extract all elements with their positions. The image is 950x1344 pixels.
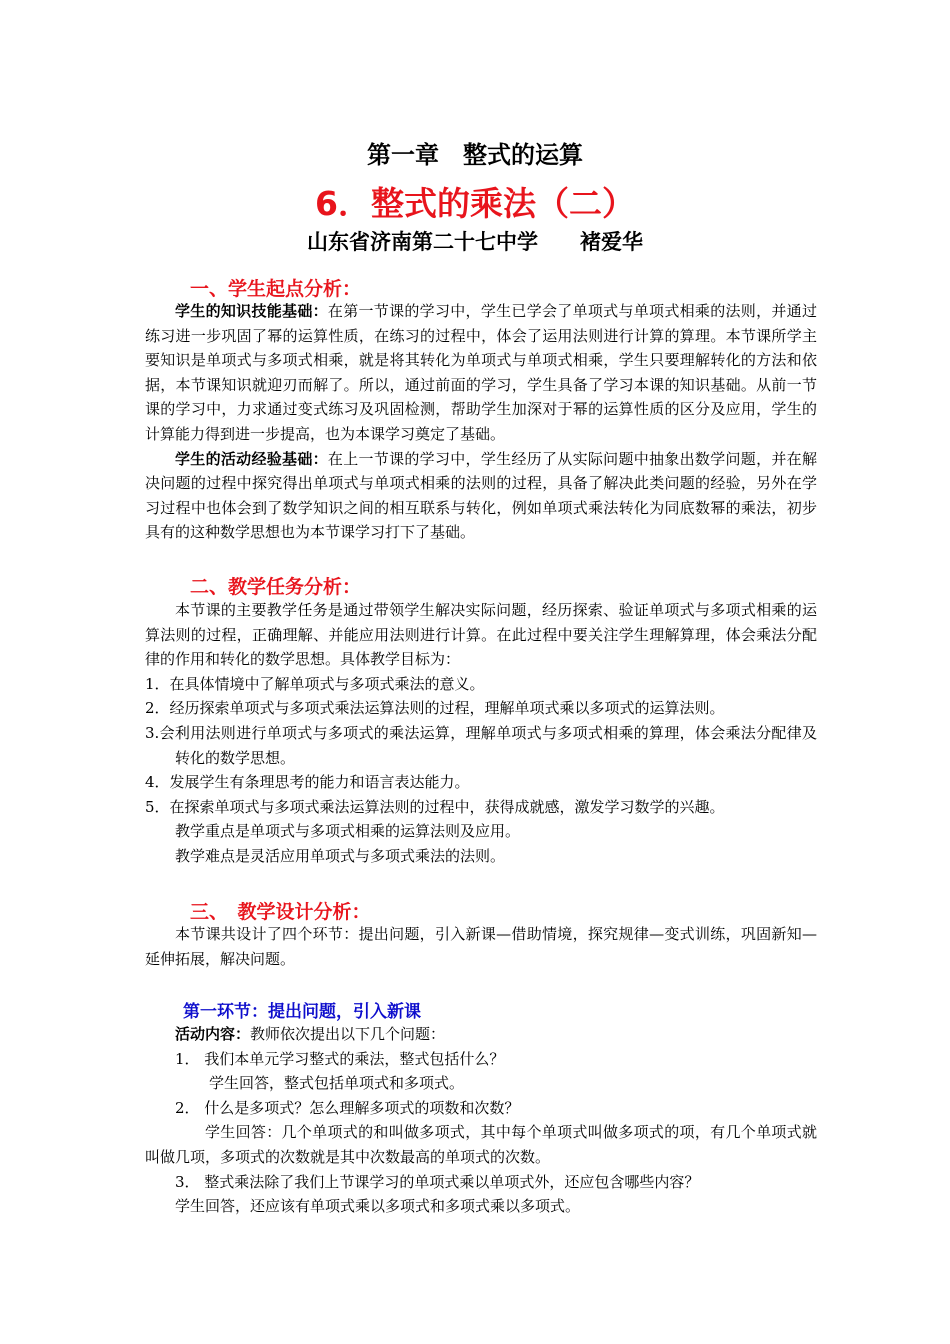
section-3-intro-block — [145, 922, 817, 971]
paragraph-text: 在第一节课的学习中，学生已学会了单项式与单项式相乘的法则，并通过练习进一步巩固了幂的运算性质，在练习的过程中，体会了运用法则进行计算的算理。本节课所学主要知识是单项式与多项式相乘，就是将其转化为单项式与单项式相乘，学生只要理解转化的方法和依据，本节课知识就迎刃而解了。所以，通过前面的学习，学生具备了学习本课的知识基础。从前一节课的学习中，力求通过变式练习及巩固检测，帮助学生加深对于幂的运算性质的区分及应用，学生的计算能力得到进一步提高，也为本课学习奠定了基础。 — [145, 302, 817, 443]
section-1-heading: 一、学生起点分析： — [190, 278, 362, 300]
section-1-body — [145, 299, 817, 545]
question-1: 1． 我们本单元学习整式的乘法，整式包括什么？ — [175, 1049, 505, 1068]
question-2: 2． 什么是多项式？怎么理解多项式的项数和次数？ — [175, 1098, 520, 1117]
goal-item: 1．在具体情境中了解单项式与多项式乘法的意义。 — [145, 674, 485, 693]
goal-item: 2．经历探索单项式与多项式乘法运算法则的过程，理解单项式乘以多项式的运算法则。 — [145, 699, 725, 718]
section-2-intro: 本节课的主要教学任务是通过带领学生解决实际问题，经历探索、验证单项式与多项式相乘的运算法则的过程，正确理解、并能应用法则进行计算。在此过程中要关注学生理解算理，体会乘法分配律的作用和转化的数学思想。具体教学目标为： — [145, 601, 817, 669]
answer-2: 学生回答：几个单项式的和叫做多项式，其中每个单项式叫做多项式的项，有几个单项式就叫做几项，多项式的次数就是其中次数最高的单项式的次数。 — [145, 1123, 817, 1166]
paragraph-lead: 学生的活动经验基础： — [175, 449, 328, 468]
section-3-intro: 本节课共设计了四个环节：提出问题，引入新课—借助情境，探究规律—变式训练，巩固新知—延伸拓展，解决问题。 — [145, 925, 817, 968]
activity-line — [145, 1022, 817, 1047]
paragraph-knowledge-base — [145, 299, 817, 447]
lesson-title: 6．整式的乘法（二） — [315, 184, 635, 223]
goal-item: 5．在探索单项式与多项式乘法运算法则的过程中，获得成就感，激发学习数学的兴趣。 — [145, 797, 725, 816]
activity-lead: 活动内容： — [175, 1025, 251, 1043]
paragraph-activity-base — [145, 447, 817, 545]
section-2-heading: 二、教学任务分析： — [190, 576, 362, 598]
difficulty-point: 教学难点是灵活应用单项式与多项式乘法的法则。 — [175, 846, 506, 865]
goal-item: 4．发展学生有条理思考的能力和语言表达能力。 — [145, 773, 470, 792]
section-3-heading: 三、 教学设计分析： — [190, 901, 371, 923]
author-line: 山东省济南第二十七中学 褚爱华 — [307, 230, 643, 254]
step-1-heading: 第一环节：提出问题，引入新课 — [183, 1002, 421, 1022]
key-point: 教学重点是单项式与多项式相乘的运算法则及应用。 — [175, 822, 521, 841]
step-1-body — [145, 1022, 817, 1219]
activity-text: 教师依次提出以下几个问题： — [250, 1025, 446, 1043]
question-3: 3． 整式乘法除了我们上节课学习的单项式乘以单项式外，还应包含哪些内容？ — [175, 1172, 700, 1191]
chapter-title: 第一章 整式的运算 — [367, 141, 583, 169]
section-2-body — [145, 598, 817, 869]
answer-1: 学生回答，整式包括单项式和多项式。 — [209, 1074, 465, 1093]
answer-3: 学生回答，还应该有单项式乘以多项式和多项式乘以多项式。 — [175, 1197, 581, 1216]
paragraph-text: 在上一节课的学习中，学生经历了从实际问题中抽象出数学问题，并在解决问题的过程中探究得出单项式与单项式相乘的法则的过程，具备了解决此类问题的经验，另外在学习过程中也体会到了数学知识之间的相互联系与转化，例如单项式乘法转化为同底数幂的乘法，初步具有的这种数学思想也为本节课学习打下了基础。 — [145, 449, 817, 542]
paragraph-lead: 学生的知识技能基础： — [175, 302, 328, 320]
goal-item: 3.会利用法则进行单项式与多项式的乘法运算，理解单项式与多项式相乘的算理，体会乘法分配律及转化的数学思想。 — [145, 723, 817, 767]
